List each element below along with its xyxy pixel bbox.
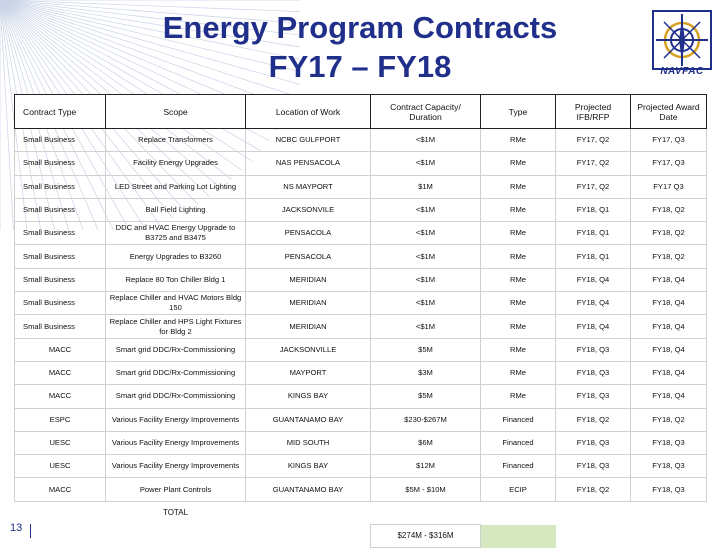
table-cell: Replace Chiller and HVAC Motors Bldg 150 (106, 292, 246, 315)
table-cell: RMe (481, 222, 556, 245)
total-value-spacer (15, 525, 371, 548)
table-cell: RMe (481, 175, 556, 198)
table-row (15, 315, 707, 338)
navfac-logo-text: NAVFAC (660, 66, 704, 77)
table-cell: FY18, Q4 (631, 315, 707, 338)
table-cell: KINGS BAY (246, 455, 371, 478)
table-row (15, 175, 707, 198)
table-cell: Financed (481, 431, 556, 454)
table-cell: <$1M (371, 129, 481, 152)
table-cell: $1M (371, 175, 481, 198)
table-cell: <$1M (371, 245, 481, 268)
table-cell: Energy Upgrades to B3260 (106, 245, 246, 268)
table-cell: Smart grid DDC/Rx-Commissioning (106, 385, 246, 408)
table-body (15, 129, 707, 548)
table-cell: LED Street and Parking Lot Lighting (106, 175, 246, 198)
table-cell: Small Business (15, 198, 106, 221)
table-cell: <$1M (371, 292, 481, 315)
table-cell: Small Business (15, 268, 106, 291)
table-row (15, 431, 707, 454)
table-cell: $5M - $10M (371, 478, 481, 501)
table-cell: RMe (481, 292, 556, 315)
table-cell: MACC (15, 478, 106, 501)
total-value-row (15, 525, 707, 548)
page-title (90, 8, 630, 86)
table-cell: FY18, Q4 (631, 338, 707, 361)
column-header: Projected IFB/RFP (556, 95, 631, 129)
table-cell: FY18, Q3 (556, 338, 631, 361)
table-cell: FY17, Q2 (556, 152, 631, 175)
table-cell: Small Business (15, 292, 106, 315)
table-cell: Various Facility Energy Improvements (106, 455, 246, 478)
table-cell: Ball Field Lighting (106, 198, 246, 221)
table-cell: FY18, Q4 (556, 292, 631, 315)
table-cell: Small Business (15, 315, 106, 338)
table-cell: MACC (15, 361, 106, 384)
table-cell: Small Business (15, 152, 106, 175)
table-cell: ECIP (481, 478, 556, 501)
table-cell: Facility Energy Upgrades (106, 152, 246, 175)
table-cell: $3M (371, 361, 481, 384)
table-cell: RMe (481, 152, 556, 175)
table-cell: FY18, Q2 (556, 408, 631, 431)
table-cell: $5M (371, 385, 481, 408)
table-header-row (15, 95, 707, 129)
table-cell: Financed (481, 408, 556, 431)
table-cell: <$1M (371, 268, 481, 291)
table-cell: FY18, Q1 (556, 245, 631, 268)
table-cell: FY18, Q4 (631, 268, 707, 291)
table-cell: <$1M (371, 222, 481, 245)
page-number: 13 (10, 522, 23, 534)
contracts-table (14, 94, 707, 548)
table-cell: FY18, Q2 (556, 478, 631, 501)
table-cell: FY18, Q3 (556, 455, 631, 478)
total-highlight-cell (481, 525, 556, 548)
title-line-1: Energy Program Contracts (162, 10, 558, 45)
column-header: Projected Award Date (631, 95, 707, 129)
table-cell: FY18, Q3 (631, 478, 707, 501)
table-cell: Smart grid DDC/Rx-Commissioning (106, 361, 246, 384)
table-cell: FY18, Q3 (556, 361, 631, 384)
table-cell: NS MAYPORT (246, 175, 371, 198)
table-cell: FY18, Q4 (556, 315, 631, 338)
table-cell: ESPC (15, 408, 106, 431)
table-cell: MACC (15, 385, 106, 408)
table-cell: PENSACOLA (246, 245, 371, 268)
table-cell: FY17, Q3 (631, 129, 707, 152)
total-fill (246, 501, 707, 524)
table-row (15, 385, 707, 408)
table-cell: <$1M (371, 315, 481, 338)
table-cell: RMe (481, 315, 556, 338)
table-cell: FY18, Q4 (556, 268, 631, 291)
column-header: Contract Capacity/ Duration (371, 95, 481, 129)
total-value-tail (556, 525, 707, 548)
table-cell: $230-$267M (371, 408, 481, 431)
table-cell: MAYPORT (246, 361, 371, 384)
table-cell: Replace Transformers (106, 129, 246, 152)
column-header: Contract Type (15, 95, 106, 129)
table-cell: FY18, Q4 (631, 292, 707, 315)
table-cell: PENSACOLA (246, 222, 371, 245)
table-row (15, 268, 707, 291)
table-cell: Financed (481, 455, 556, 478)
table-cell: GUANTANAMO BAY (246, 478, 371, 501)
table-cell: Various Facility Energy Improvements (106, 431, 246, 454)
table-row (15, 198, 707, 221)
table-cell: Smart grid DDC/Rx-Commissioning (106, 338, 246, 361)
table-cell: UESC (15, 431, 106, 454)
table-cell: DDC and HVAC Energy Upgrade to B3725 and B3475 (106, 222, 246, 245)
table-row (15, 222, 707, 245)
table-row (15, 455, 707, 478)
table-cell: RMe (481, 361, 556, 384)
table-cell: FY18, Q3 (631, 455, 707, 478)
table-row (15, 129, 707, 152)
table-cell: $12M (371, 455, 481, 478)
table-row (15, 292, 707, 315)
table-cell: Power Plant Controls (106, 478, 246, 501)
table-cell: MACC (15, 338, 106, 361)
table-cell: NCBC GULFPORT (246, 129, 371, 152)
column-header: Location of Work (246, 95, 371, 129)
total-label: TOTAL (162, 508, 189, 518)
column-header: Scope (106, 95, 246, 129)
table-row (15, 338, 707, 361)
table-cell: RMe (481, 198, 556, 221)
table-row (15, 245, 707, 268)
table-cell: FY18, Q2 (631, 408, 707, 431)
table-cell: FY18, Q3 (631, 431, 707, 454)
total-spacer (15, 501, 106, 524)
table-cell: FY17 Q3 (631, 175, 707, 198)
table-cell: UESC (15, 455, 106, 478)
table-cell: RMe (481, 129, 556, 152)
table-cell: NAS PENSACOLA (246, 152, 371, 175)
table-cell: Replace 80 Ton Chiller Bldg 1 (106, 268, 246, 291)
table-cell: KINGS BAY (246, 385, 371, 408)
table-cell: $6M (371, 431, 481, 454)
table-cell: Small Business (15, 245, 106, 268)
table-cell: MERIDIAN (246, 292, 371, 315)
total-value: $274M - $316M (371, 525, 481, 548)
table-row (15, 361, 707, 384)
column-header: Type (481, 95, 556, 129)
table-cell: <$1M (371, 152, 481, 175)
table-cell: JACKSONVILE (246, 198, 371, 221)
table-cell: FY18, Q3 (556, 385, 631, 408)
table-cell: FY17, Q2 (556, 175, 631, 198)
table-cell: Various Facility Energy Improvements (106, 408, 246, 431)
table-cell: MID SOUTH (246, 431, 371, 454)
table-cell: <$1M (371, 198, 481, 221)
table-cell: FY18, Q3 (556, 431, 631, 454)
table-cell: RMe (481, 245, 556, 268)
table-cell: FY18, Q2 (631, 222, 707, 245)
table-cell: MERIDIAN (246, 268, 371, 291)
table-cell: Replace Chiller and HPS Light Fixtures for Bldg 2 (106, 315, 246, 338)
table-cell: JACKSONVILLE (246, 338, 371, 361)
table-row (15, 478, 707, 501)
table-cell: GUANTANAMO BAY (246, 408, 371, 431)
table-row (15, 152, 707, 175)
table-cell: Small Business (15, 129, 106, 152)
table-cell: Small Business (15, 175, 106, 198)
table-cell: FY18, Q4 (631, 361, 707, 384)
table-cell: Small Business (15, 222, 106, 245)
table-cell: FY17, Q2 (556, 129, 631, 152)
table-cell: FY17, Q3 (631, 152, 707, 175)
table-cell: FY18, Q2 (631, 245, 707, 268)
table-row (15, 408, 707, 431)
table-cell: RMe (481, 268, 556, 291)
table-cell: $5M (371, 338, 481, 361)
total-row (15, 501, 707, 524)
table-cell: MERIDIAN (246, 315, 371, 338)
table-cell: RMe (481, 338, 556, 361)
page-number-divider (30, 524, 31, 538)
table-cell: FY18, Q2 (631, 198, 707, 221)
title-line-2: FY17 – FY18 (268, 49, 452, 84)
table-cell: FY18, Q1 (556, 222, 631, 245)
table-cell: RMe (481, 385, 556, 408)
table-cell: FY18, Q1 (556, 198, 631, 221)
table-cell: FY18, Q4 (631, 385, 707, 408)
